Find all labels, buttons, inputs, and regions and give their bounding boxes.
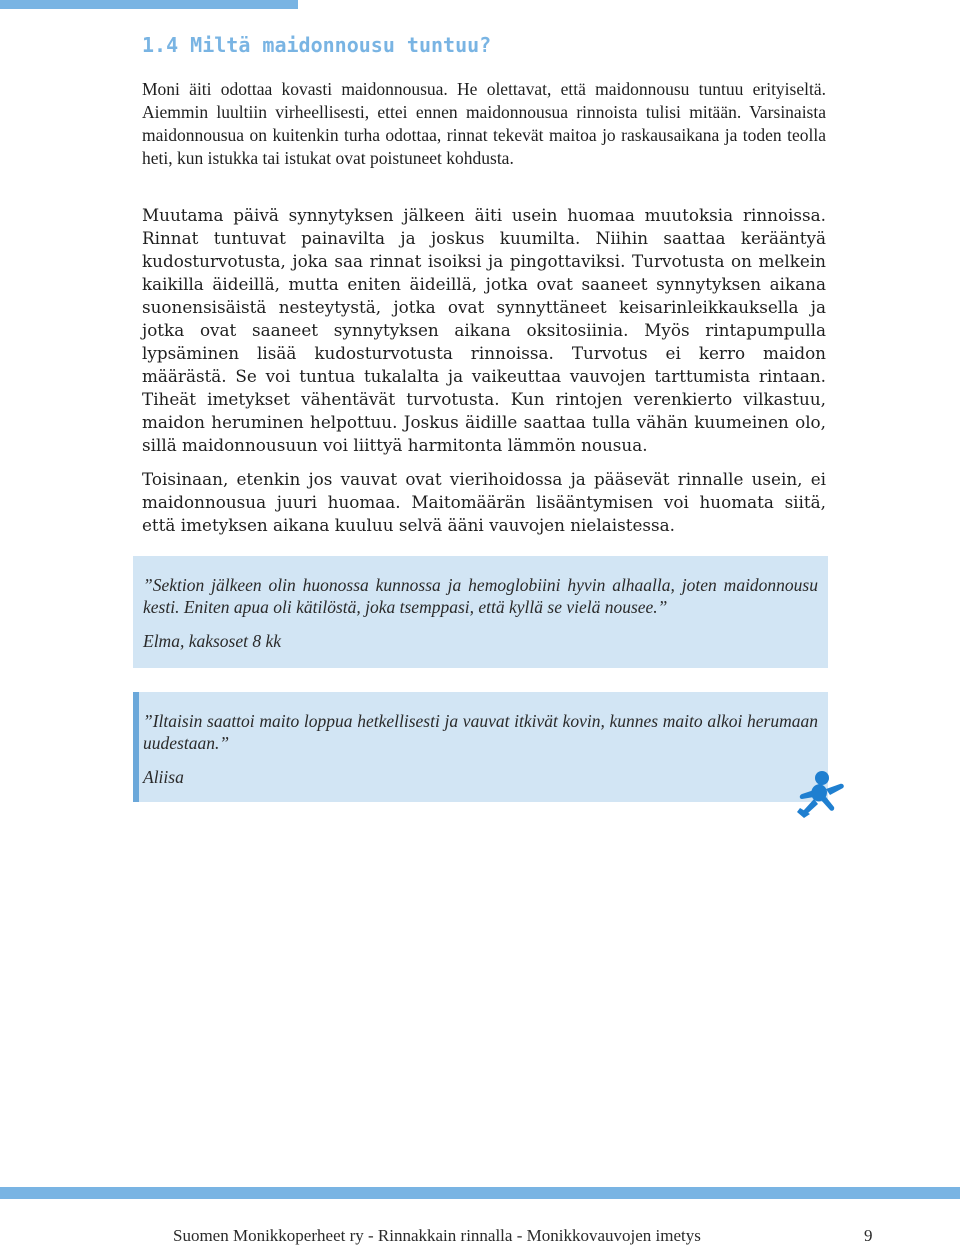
footer-text: Suomen Monikkoperheet ry - Rinnakkain rinnalla - Monikkovauvojen imetys (173, 1226, 701, 1245)
quote-author: Aliisa (143, 767, 184, 787)
bottom-accent-rule (0, 1187, 960, 1199)
quote-author: Elma, kaksoset 8 kk (143, 631, 282, 651)
quote-text: ”Iltaisin saattoi maito loppua hetkellisesti ja vauvat itkivät kovin, kunnes maito alkoi herumaan uudestaan.” (143, 711, 818, 753)
section-heading: 1.4 Miltä maidonnousu tuntuu? (142, 33, 492, 57)
paragraph-2: Muutama päivä synnytyksen jälkeen äiti usein huomaa muutoksia rinnoissa. Rinnat tuntuvat painavilta ja joskus kuumilta. Niihin saattaa kerääntyä kudosturvotusta, joka saa rinnat isoiksi ja pingottaviksi. Turvotusta on melkein kaikilla äideillä, mutta eniten äideillä, jotka ovat saaneet synnytyksen aikana suonensisäistä nesteytystä, jotka ovat synnyttäneet keisarinleikkauksella ja jotka ovat saaneet synnytyksen aikana oksitosiinia. Myös rintapumpulla lypsäminen lisää kudosturvotusta rinnoissa. Turvotus ei kerro maidon määrästä. Se voi tuntua tukalalta ja vaikeuttaa vauvojen tarttumista rintaan. Tiheät imetykset vähentävät turvotusta. Kun rintojen verenkierto vilkastuu, maidon heruminen helpottuu. Joskus äidille saattaa tulla vähän kuumeinen olo, sillä maidonnousuun voi liittyä harmitonta lämmön nousua. (142, 205, 826, 455)
page-number: 9 (864, 1226, 873, 1245)
top-accent-rule (0, 0, 298, 9)
quote-box-aliisa (133, 692, 828, 802)
running-child-figure-icon (790, 770, 850, 820)
quote-text: ”Sektion jälkeen olin huonossa kunnossa ja hemoglobiini hyvin alhaalla, joten maidonnousu kesti. Eniten apua oli kätilöstä, joka tsemppasi, että kyllä se vielä nousee.” (143, 575, 818, 617)
quote-box-elma (133, 556, 828, 668)
paragraph-3: Toisinaan, etenkin jos vauvat ovat vierihoidossa ja pääsevät rinnalle usein, ei maidonnousua juuri huomaa. Maitomäärän lisääntymisen voi huomata siitä, että imetyksen aikana kuuluu selvä ääni vauvojen nielaistessa. (142, 469, 826, 535)
paragraph-1: Moni äiti odottaa kovasti maidonnousua. He olettavat, että maidonnousu tuntuu erityiseltä. Aiemmin luultiin virheellisesti, ettei ennen maidonnousua rinnoista tulisi mitään. Varsinaista maidonnousua on kuitenkin turha odottaa, rinnat tekevät maitoa jo raskausaikana ja toden teolla heti, kun istukka tai istukat ovat poistuneet kohdusta. (142, 79, 826, 168)
